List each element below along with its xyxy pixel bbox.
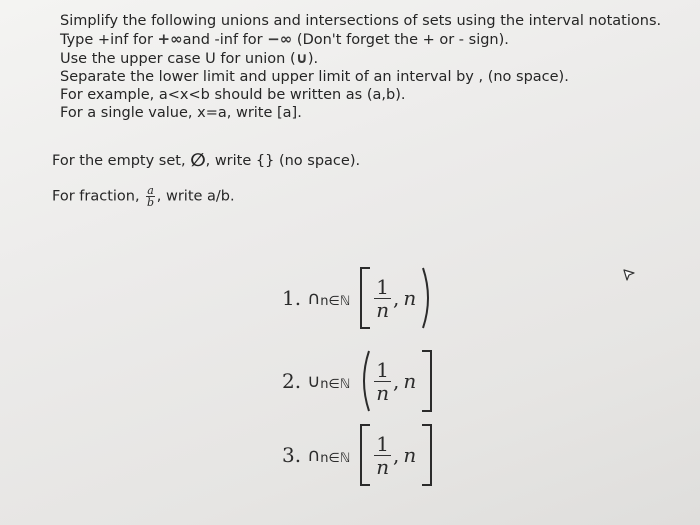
instruction-line-2-part-a: Type +inf for [60, 32, 158, 48]
instruction-line-2-part-e: (Don't forget the + or - sign). [292, 32, 509, 48]
intersection-operator [307, 288, 350, 309]
problem-number: 1. [282, 286, 302, 310]
union-symbol: ∪ [307, 370, 321, 392]
minus-infinity-symbol: −∞ [267, 30, 293, 48]
problem-1 [282, 263, 434, 333]
union-operator [307, 371, 350, 392]
mouse-pointer-icon [622, 268, 636, 282]
empty-set-note-part-a: For the empty set, [52, 153, 191, 169]
left-parenthesis [358, 349, 372, 413]
right-parenthesis [420, 266, 434, 330]
empty-set-note [52, 150, 360, 171]
instruction-line-6: For a single value, x=a, write [a]. [60, 105, 302, 121]
problem-3 [282, 420, 434, 490]
right-square-bracket [420, 349, 434, 413]
fraction-note-part-a: For fraction, [52, 188, 145, 205]
index-subscript: n∈ℕ [320, 376, 351, 392]
problem-number: 2. [282, 369, 302, 393]
fraction-numerator: 1 [376, 357, 389, 382]
intersection-operator [307, 445, 350, 466]
instruction-line-3 [60, 49, 680, 68]
interval-content [374, 359, 416, 404]
problem-2 [282, 346, 434, 416]
instruction-line-2 [60, 30, 680, 49]
fraction-note [52, 185, 235, 208]
right-square-bracket [420, 423, 434, 487]
index-subscript: n∈ℕ [320, 293, 351, 309]
fraction-denominator: n [376, 454, 390, 479]
interval-separator: , [393, 369, 400, 393]
instruction-line-1: Simplify the following unions and intersections of sets using the interval notations. [60, 13, 662, 29]
instruction-line-3-part-c: ). [307, 51, 319, 67]
index-subscript: n∈ℕ [320, 450, 351, 466]
intersection-symbol: ∩ [307, 444, 321, 466]
interval-separator: , [393, 443, 400, 467]
fraction-note-part-b: , write a/b. [156, 188, 235, 205]
fraction-numerator: 1 [376, 431, 389, 456]
fraction-example-numerator: a [147, 184, 154, 197]
instruction-line-5: For example, a<x<b should be written as (a,b). [60, 87, 406, 103]
fraction-denominator: n [376, 297, 390, 322]
empty-set-symbol: ∅ [190, 150, 206, 171]
reciprocal-fraction [374, 276, 391, 321]
interval-content [374, 433, 416, 478]
instruction-line-3-part-a: Use the upper case U for union ( [60, 51, 296, 67]
instructions-block [60, 12, 680, 122]
interval-separator: , [393, 286, 400, 310]
problem-number: 3. [282, 443, 302, 467]
instruction-line-2-part-c: and -inf for [182, 32, 268, 48]
upper-limit: n [403, 369, 417, 393]
empty-set-note-part-b: , write {} (no space). [205, 153, 361, 169]
left-square-bracket [358, 266, 372, 330]
upper-limit: n [403, 286, 417, 310]
reciprocal-fraction [374, 359, 391, 404]
instruction-line-4: Separate the lower limit and upper limit of an interval by , (no space). [60, 69, 569, 85]
upper-limit: n [403, 443, 417, 467]
reciprocal-fraction [374, 433, 391, 478]
fraction-example [146, 185, 155, 208]
plus-infinity-symbol: +∞ [157, 30, 183, 48]
fraction-example-denominator: b [146, 196, 154, 209]
fraction-numerator: 1 [376, 274, 389, 299]
interval-content [374, 276, 416, 321]
intersection-symbol: ∩ [307, 287, 321, 309]
union-symbol: ∪ [295, 49, 308, 67]
left-square-bracket [358, 423, 372, 487]
fraction-denominator: n [376, 380, 390, 405]
